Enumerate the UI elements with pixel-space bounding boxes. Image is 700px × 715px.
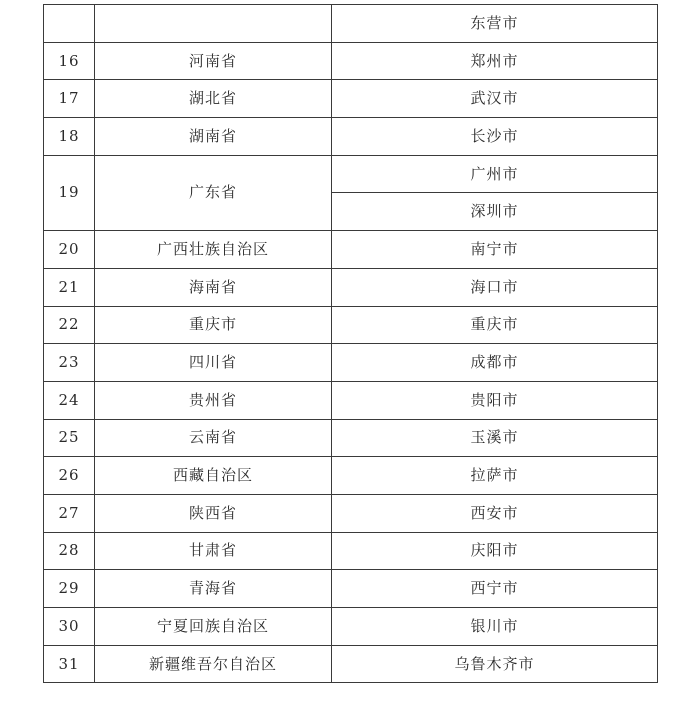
city-cell: 拉萨市 [332, 457, 658, 495]
province-cell [95, 5, 332, 43]
row-number-cell: 19 [44, 155, 95, 230]
province-cell: 青海省 [95, 570, 332, 608]
city-cell: 成都市 [332, 344, 658, 382]
row-number-cell [44, 5, 95, 43]
table-row [44, 306, 658, 344]
city-cell: 长沙市 [332, 118, 658, 156]
table-row [44, 419, 658, 457]
table-row [44, 42, 658, 80]
table-row [44, 268, 658, 306]
table-row [44, 344, 658, 382]
province-city-table [43, 4, 658, 683]
table-row [44, 532, 658, 570]
city-cell: 武汉市 [332, 80, 658, 118]
row-number-cell: 26 [44, 457, 95, 495]
row-number-cell: 31 [44, 645, 95, 683]
table-row [44, 608, 658, 646]
table-row [44, 118, 658, 156]
city-cell: 海口市 [332, 268, 658, 306]
city-cell: 南宁市 [332, 231, 658, 269]
row-number-cell: 18 [44, 118, 95, 156]
row-number-cell: 29 [44, 570, 95, 608]
province-cell: 河南省 [95, 42, 332, 80]
city-cell: 乌鲁木齐市 [332, 645, 658, 683]
city-cell: 玉溪市 [332, 419, 658, 457]
province-cell: 贵州省 [95, 381, 332, 419]
table-row [44, 155, 658, 193]
table-row [44, 381, 658, 419]
province-cell: 宁夏回族自治区 [95, 608, 332, 646]
city-cell: 重庆市 [332, 306, 658, 344]
city-cell: 银川市 [332, 608, 658, 646]
row-number-cell: 27 [44, 494, 95, 532]
province-cell: 甘肃省 [95, 532, 332, 570]
province-cell: 陕西省 [95, 494, 332, 532]
city-cell: 广州市 [332, 155, 658, 193]
city-cell: 东营市 [332, 5, 658, 43]
province-cell: 海南省 [95, 268, 332, 306]
city-cell: 西安市 [332, 494, 658, 532]
table-body [44, 5, 658, 683]
table-row [44, 570, 658, 608]
row-number-cell: 28 [44, 532, 95, 570]
province-cell: 广东省 [95, 155, 332, 230]
row-number-cell: 17 [44, 80, 95, 118]
table-row [44, 457, 658, 495]
city-cell: 贵阳市 [332, 381, 658, 419]
province-cell: 广西壮族自治区 [95, 231, 332, 269]
row-number-cell: 21 [44, 268, 95, 306]
table-row-continued [44, 5, 658, 43]
row-number-cell: 30 [44, 608, 95, 646]
province-cell: 新疆维吾尔自治区 [95, 645, 332, 683]
province-cell: 西藏自治区 [95, 457, 332, 495]
row-number-cell: 24 [44, 381, 95, 419]
table-row [44, 231, 658, 269]
row-number-cell: 20 [44, 231, 95, 269]
province-cell: 四川省 [95, 344, 332, 382]
province-cell: 云南省 [95, 419, 332, 457]
province-cell: 湖北省 [95, 80, 332, 118]
table-row [44, 494, 658, 532]
city-cell: 西宁市 [332, 570, 658, 608]
province-cell: 重庆市 [95, 306, 332, 344]
table-row [44, 645, 658, 683]
province-cell: 湖南省 [95, 118, 332, 156]
city-cell: 深圳市 [332, 193, 658, 231]
city-cell: 郑州市 [332, 42, 658, 80]
row-number-cell: 25 [44, 419, 95, 457]
row-number-cell: 16 [44, 42, 95, 80]
table-row [44, 80, 658, 118]
row-number-cell: 23 [44, 344, 95, 382]
city-cell: 庆阳市 [332, 532, 658, 570]
row-number-cell: 22 [44, 306, 95, 344]
